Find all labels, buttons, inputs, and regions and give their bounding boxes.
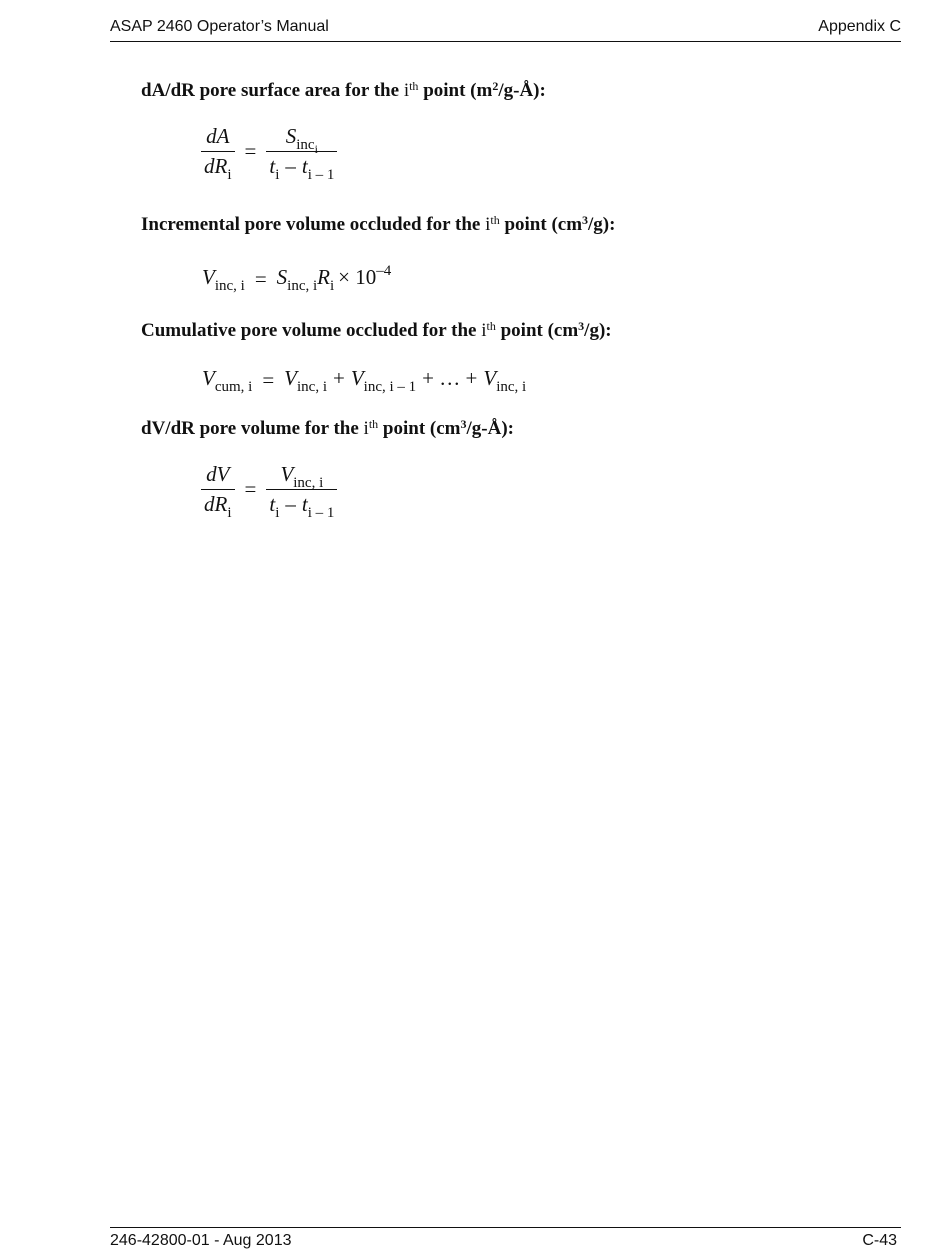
subscript: cum, i [214,379,253,395]
heading-text: Cumulative pore volume occluded for the [141,320,482,341]
subscript: i [227,505,232,521]
heading-i: i [363,418,369,439]
lhs-denominator: dR [204,154,228,178]
rhs-numerator: V [280,462,294,486]
equation-dA-dR [201,124,337,183]
subscript: inc, i – 1 [363,379,417,395]
header-title: ASAP 2460 Operator’s Manual [110,18,329,35]
subscript: i – 1 [307,505,335,521]
heading-i: i [485,214,491,235]
subscript: i – 1 [307,167,335,183]
variable-S: S [276,265,288,289]
section-heading-dV-dR [141,418,514,440]
equals-sign: = [244,477,257,501]
heading-i: i [403,80,410,101]
exponent: –4 [376,263,392,279]
lhs-fraction [201,462,235,521]
variable-V: V [350,366,364,390]
subscript: i [275,505,280,521]
equation-dV-dR [201,462,337,521]
rhs-denominator-term: t [301,154,308,178]
heading-text: dV/dR pore volume for the [141,418,364,439]
rhs-numerator: S [285,124,297,148]
equation-V-cum [202,366,526,393]
subscript: inc, i [287,278,318,294]
heading-th: th [490,213,500,227]
subscript: inc, i [293,475,324,491]
variable-R: R [317,265,330,289]
heading-unit-exponent: 3 [582,213,589,227]
subscript: i [330,278,335,294]
heading-th: th [409,79,419,93]
page-footer [110,1227,901,1255]
equals-sign: = [244,139,257,163]
subscript: inc, i [496,379,527,395]
heading-unit-exponent: 2 [492,79,499,93]
rhs-denominator-term: t [301,492,308,516]
section-heading-cumulative-volume [141,320,612,342]
rhs-fraction [266,462,337,521]
heading-text: point (m [418,80,493,101]
plus-sign: + [333,366,345,390]
lhs-fraction [201,124,235,183]
heading-text: point (cm [495,320,579,341]
heading-unit-exponent: 3 [460,417,467,431]
heading-text: /g): [584,320,612,341]
heading-th: th [486,319,496,333]
subscript: inc, i [297,379,327,395]
heading-text: point (cm [499,214,583,235]
page-header [110,17,901,42]
rhs-denominator-term: t [269,154,276,178]
document-number: 246-42800-01 - Aug 2013 [110,1232,292,1249]
heading-unit-exponent: 3 [578,319,585,333]
subscript: inc, i [214,278,245,294]
equation-V-inc [202,265,391,292]
plus-ellipsis: + … + [422,366,478,390]
subscript: i [227,167,232,183]
heading-th: th [368,417,379,431]
equals-sign: = [254,266,267,291]
section-heading-surface-area [141,80,546,102]
subscript: i [275,167,280,183]
rhs-denominator-term: t [269,492,276,516]
equals-sign: = [262,367,275,392]
heading-text: Incremental pore volume occluded for the [141,214,486,235]
times-ten: × 10 [338,265,377,289]
sub-subscript: i [314,142,318,156]
lhs-denominator: dR [204,492,228,516]
lhs-numerator: dA [201,124,235,152]
minus-sign: – [285,492,296,516]
heading-text: point (cm [378,418,461,439]
rhs-fraction [266,124,337,183]
variable-V: V [202,265,215,289]
heading-text: /g-Å): [498,80,546,101]
heading-text: dA/dR pore surface area for the [141,80,404,101]
heading-text: /g): [588,214,616,235]
variable-V: V [284,366,297,390]
page-number: C-43 [862,1232,897,1249]
heading-i: i [481,320,487,341]
variable-V: V [202,366,215,390]
heading-text: /g-Å): [466,418,514,439]
minus-sign: – [285,154,296,178]
subscript: inc [296,137,315,153]
lhs-numerator: dV [201,462,235,490]
section-heading-incremental-volume [141,214,615,236]
variable-V: V [483,366,497,390]
header-section: Appendix C [818,18,901,35]
